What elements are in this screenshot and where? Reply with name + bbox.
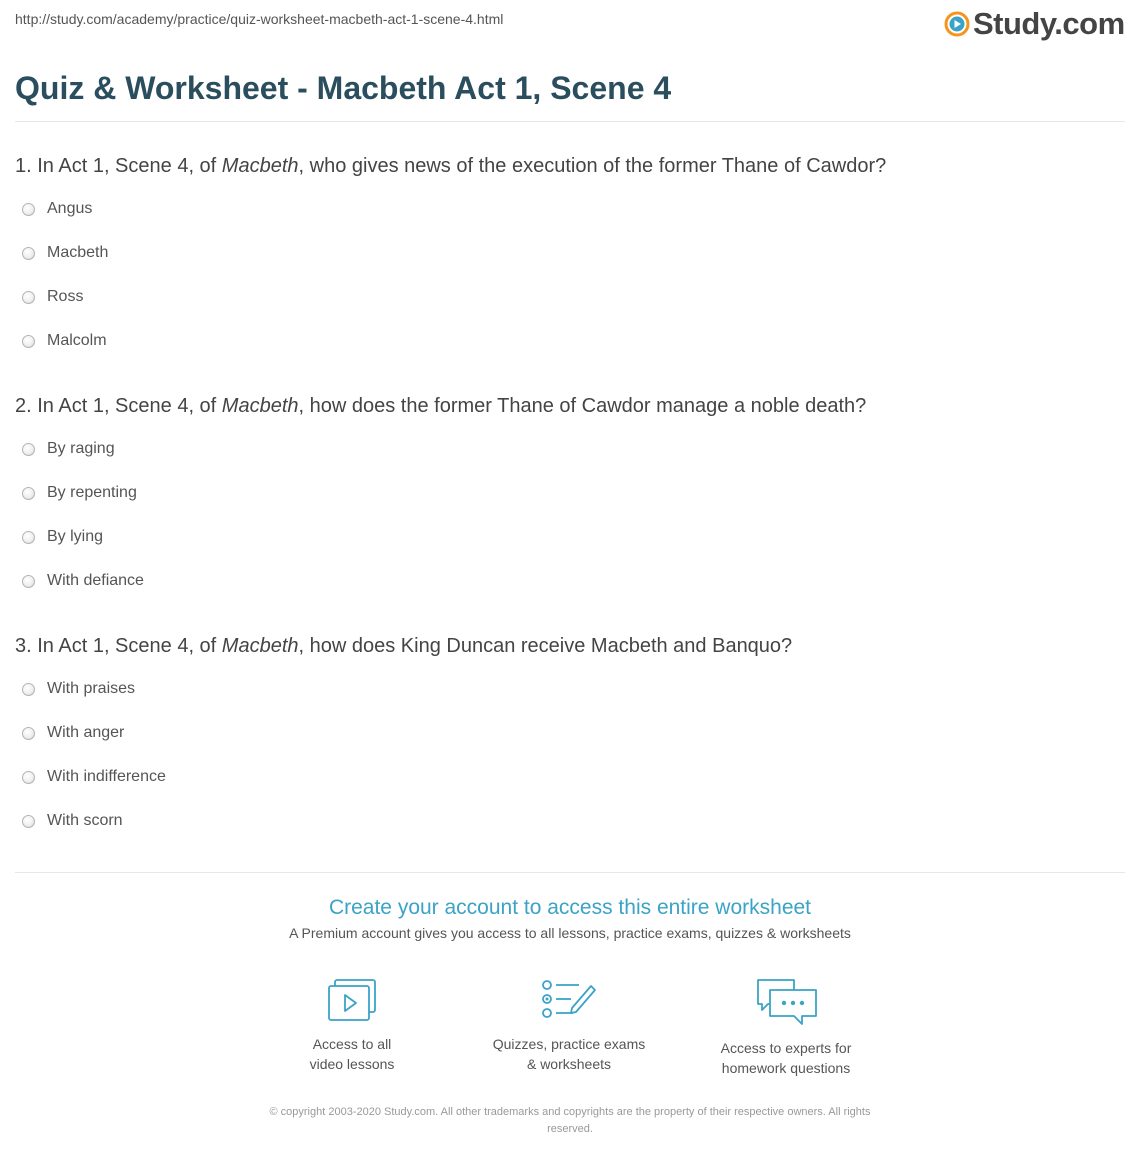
page-url: http://study.com/academy/practice/quiz-worksheet-macbeth-act-1-scene-4.html <box>15 11 504 27</box>
chat-bubbles-icon <box>754 978 818 1028</box>
radio-button[interactable] <box>22 531 35 544</box>
feature-label-line: Quizzes, practice exams <box>492 1036 646 1052</box>
answer-option[interactable]: With anger <box>22 724 124 742</box>
feature-label-line: & worksheets <box>526 1056 612 1072</box>
video-lessons-icon <box>326 978 378 1024</box>
answer-option[interactable]: By repenting <box>22 484 137 502</box>
answer-option[interactable]: With praises <box>22 680 135 698</box>
answer-option[interactable]: By raging <box>22 440 115 458</box>
quiz-checklist-icon <box>541 978 597 1024</box>
divider <box>15 872 1125 873</box>
radio-button[interactable] <box>22 815 35 828</box>
radio-button[interactable] <box>22 727 35 740</box>
radio-button[interactable] <box>22 575 35 588</box>
feature-quizzes <box>469 978 669 1074</box>
radio-button[interactable] <box>22 291 35 304</box>
answer-option[interactable]: Malcolm <box>22 332 107 350</box>
answer-option[interactable]: Macbeth <box>22 244 108 262</box>
radio-button[interactable] <box>22 771 35 784</box>
feature-label-line: Access to all <box>312 1036 392 1052</box>
feature-experts <box>686 978 886 1078</box>
answer-option[interactable]: By lying <box>22 528 103 546</box>
radio-button[interactable] <box>22 203 35 216</box>
radio-button[interactable] <box>22 247 35 260</box>
play-circle-icon <box>944 11 970 37</box>
question-3: 3. In Act 1, Scene 4, of Macbeth, how does King Duncan receive Macbeth and Banquo? <box>15 635 793 657</box>
page-title: Quiz & Worksheet - Macbeth Act 1, Scene 4 <box>15 70 672 106</box>
answer-option[interactable]: Angus <box>22 200 92 218</box>
cta-subtitle: A Premium account gives you access to all lessons, practice exams, quizzes & worksheets <box>289 925 851 941</box>
answer-option[interactable]: With scorn <box>22 812 123 830</box>
answer-option[interactable]: With indifference <box>22 768 166 786</box>
feature-video-lessons <box>252 978 452 1074</box>
radio-button[interactable] <box>22 683 35 696</box>
radio-button[interactable] <box>22 443 35 456</box>
study-com-logo[interactable] <box>944 6 1125 42</box>
question-1: 1. In Act 1, Scene 4, of Macbeth, who gives news of the execution of the former Thane of Cawdor? <box>15 155 887 177</box>
answer-option[interactable]: With defiance <box>22 572 144 590</box>
radio-button[interactable] <box>22 335 35 348</box>
question-2: 2. In Act 1, Scene 4, of Macbeth, how does the former Thane of Cawdor manage a noble death? <box>15 395 867 417</box>
feature-label-line: video lessons <box>309 1056 395 1072</box>
radio-button[interactable] <box>22 487 35 500</box>
cta-title-link[interactable]: Create your account to access this entire worksheet <box>328 896 812 919</box>
brand-name: Study.com <box>973 6 1125 41</box>
divider <box>15 121 1125 122</box>
feature-label-line: homework questions <box>721 1060 851 1076</box>
footer-copyright: © copyright 2003-2020 Study.com. All other trademarks and copyrights are the property of their respective owners. All rights reserved. <box>269 1106 871 1135</box>
answer-option[interactable]: Ross <box>22 288 83 306</box>
feature-label-line: Access to experts for <box>720 1040 852 1056</box>
